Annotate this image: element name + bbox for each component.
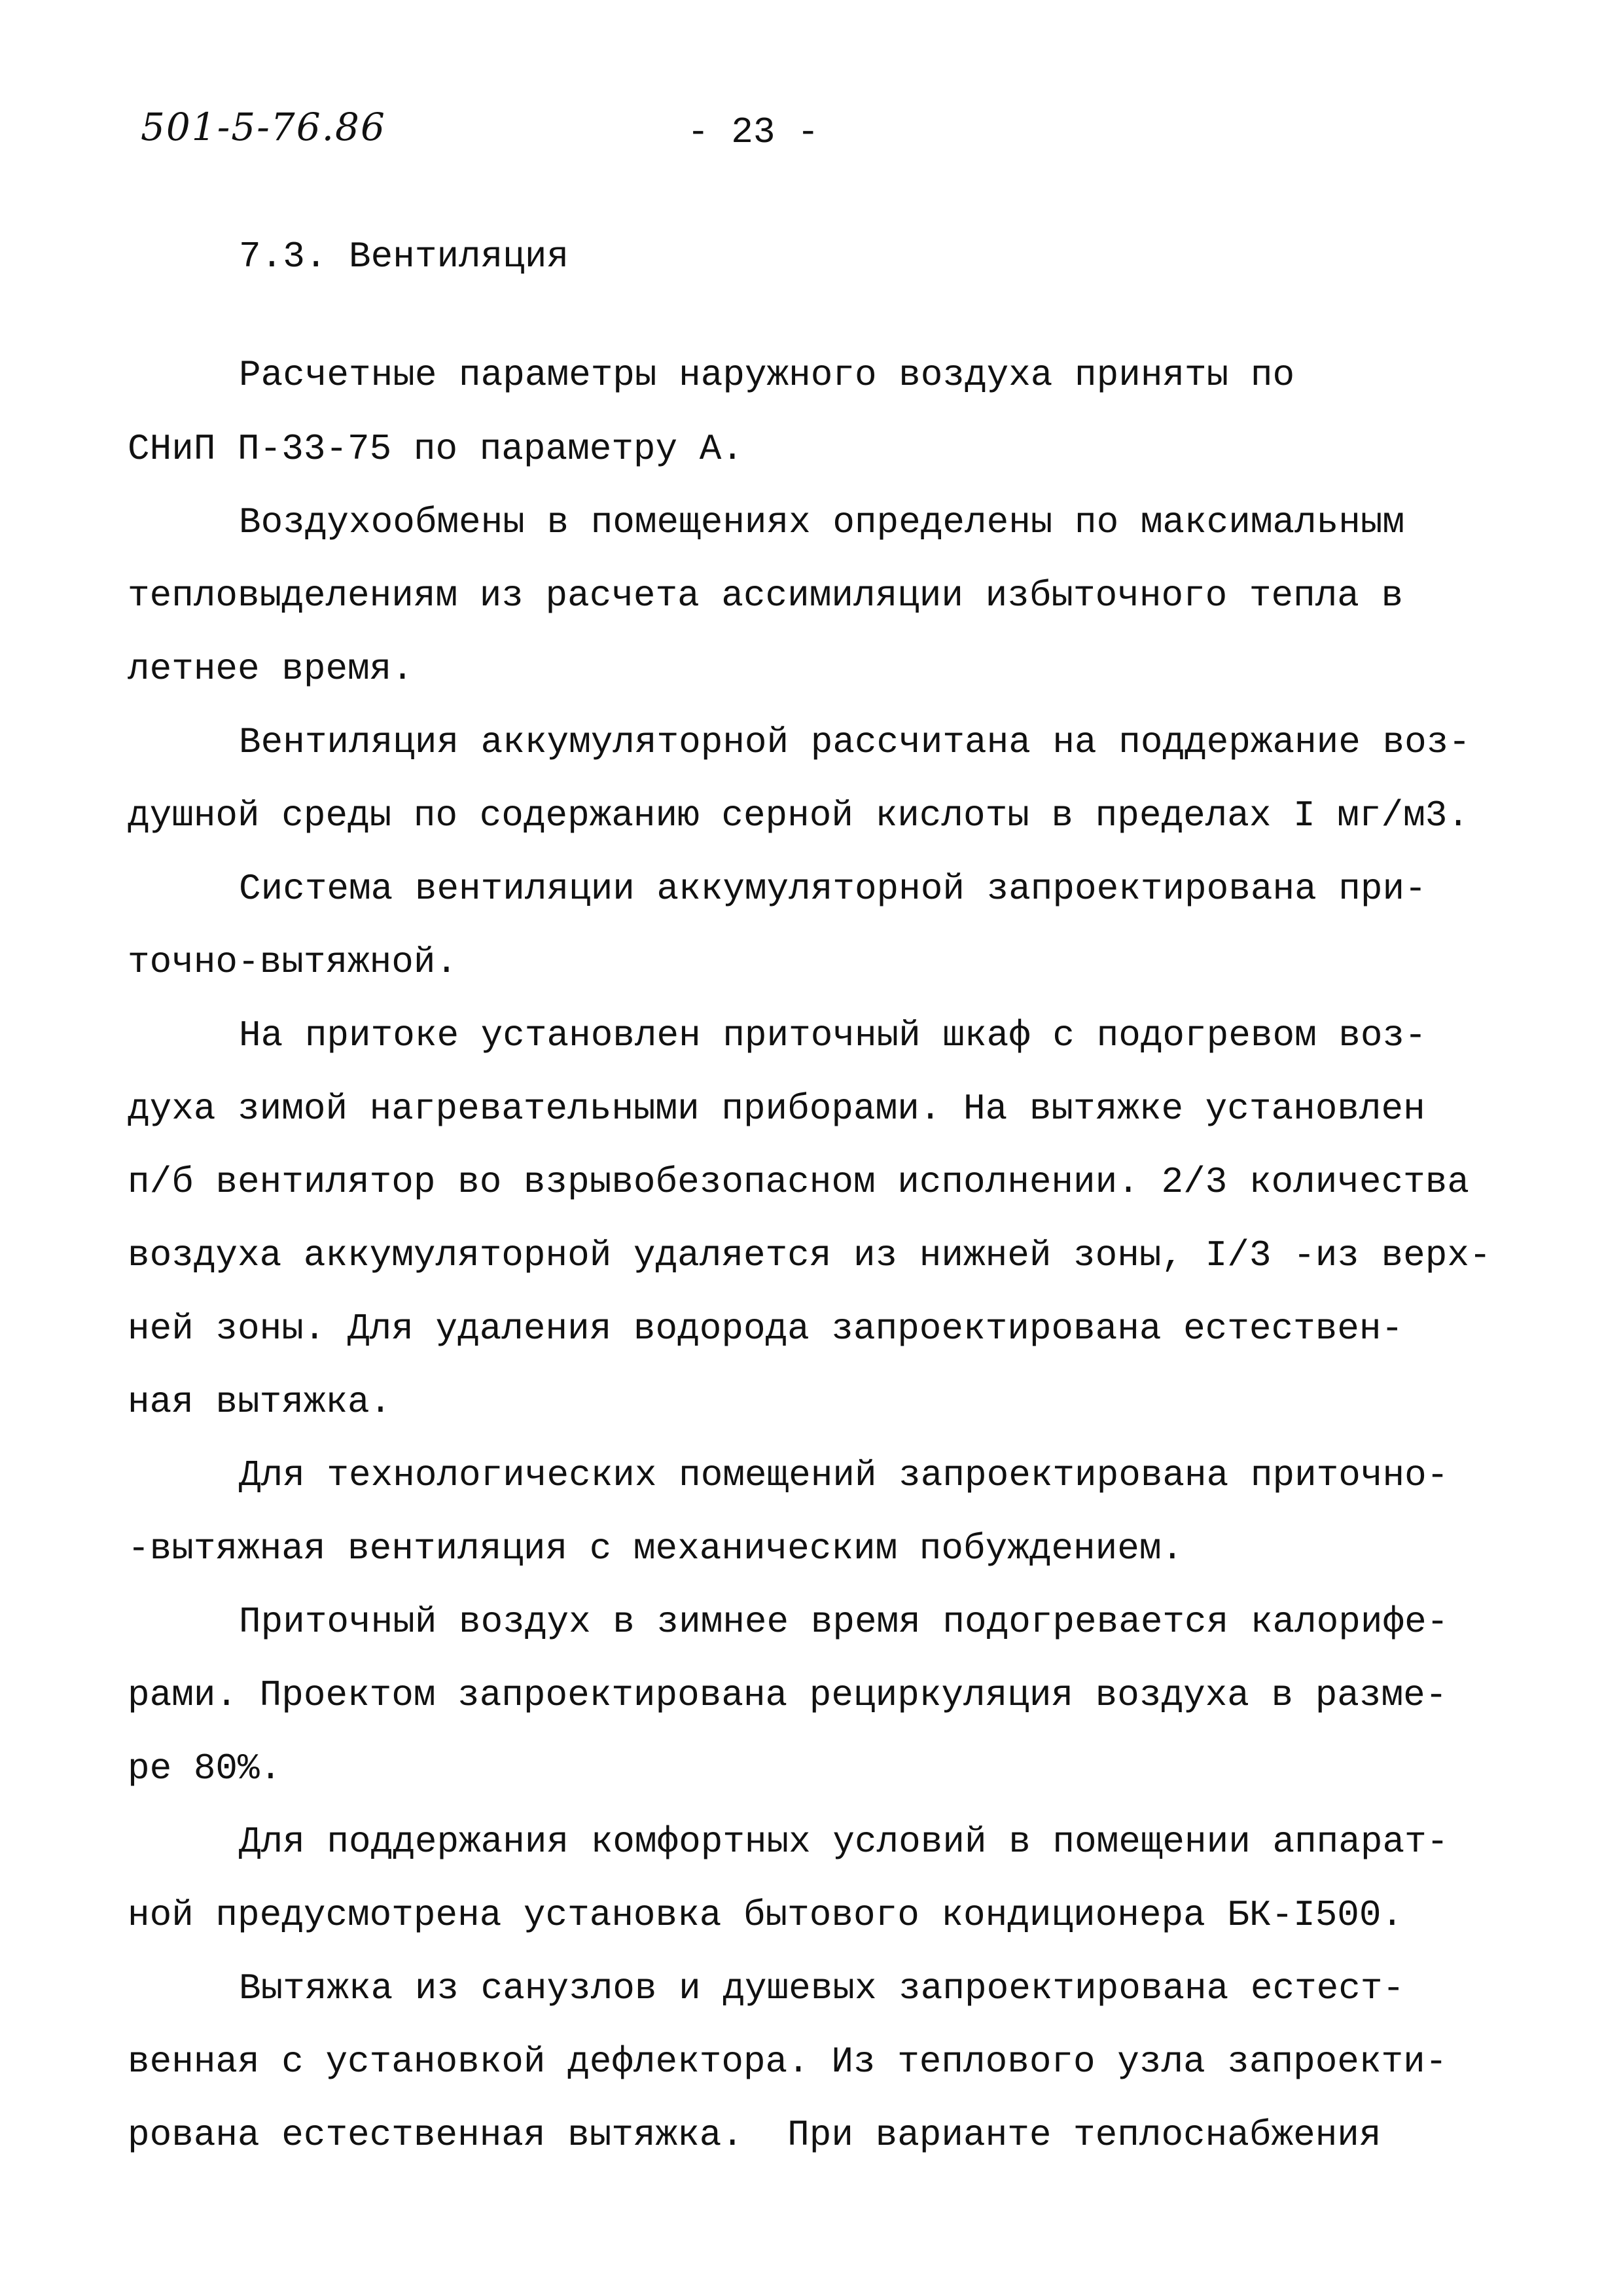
text-line: ная вытяжка.: [128, 1381, 392, 1423]
text-line: Для технологических помещений запроектирована приточно-: [239, 1454, 1449, 1496]
text-line: п/б вентилятор во взрывобезопасном исполнении. 2/3 количества: [128, 1161, 1469, 1203]
text-line: душной среды по содержанию серной кислоты в пределах I мг/м3.: [128, 795, 1469, 836]
text-line: Расчетные параметры наружного воздуха приняты по: [239, 354, 1295, 396]
page-number: - 23 -: [687, 111, 819, 153]
text-line: Приточный воздух в зимнее время подогревается калорифе-: [239, 1601, 1449, 1643]
text-line: воздуха аккумуляторной удаляется из нижней зоны, I/3 -из верх-: [128, 1234, 1491, 1276]
text-line: духа зимой нагревательными приборами. На вытяжке установлен: [128, 1088, 1425, 1130]
text-line: -вытяжная вентиляция с механическим побуждением.: [128, 1528, 1184, 1570]
text-line: рована естественная вытяжка. При варианте теплоснабжения: [128, 2114, 1382, 2156]
text-line: СНиП П-33-75 по параметру А.: [128, 428, 743, 470]
section-heading: 7.3. Вентиляция: [239, 236, 569, 278]
text-line: тепловыделениям из расчета ассимиляции избыточного тепла в: [128, 575, 1404, 617]
text-line: точно-вытяжной.: [128, 941, 458, 983]
text-line: ной предусмотрена установка бытового кондиционера БК-I500.: [128, 1894, 1404, 1936]
text-line: летнее время.: [128, 648, 414, 690]
text-line: Воздухообмены в помещениях определены по максимальным: [239, 501, 1405, 543]
text-line: Вытяжка из санузлов и душевых запроектирована естест-: [239, 1967, 1405, 2009]
document-code: 501-5-76.86: [141, 105, 386, 149]
text-line: ней зоны. Для удаления водорода запроектирована естествен-: [128, 1308, 1404, 1350]
text-line: На притоке установлен приточный шкаф с подогревом воз-: [239, 1014, 1427, 1056]
text-line: рами. Проектом запроектирована рециркуляция воздуха в разме-: [128, 1674, 1448, 1716]
text-line: Для поддержания комфортных условий в помещении аппарат-: [239, 1821, 1449, 1863]
text-line: венная с установкой дефлектора. Из теплового узла запроекти-: [128, 2041, 1448, 2083]
text-line: Вентиляция аккумуляторной рассчитана на поддержание воз-: [239, 721, 1471, 763]
text-line: ре 80%.: [128, 1748, 282, 1789]
text-line: Система вентиляции аккумуляторной запроектирована при-: [239, 868, 1427, 910]
